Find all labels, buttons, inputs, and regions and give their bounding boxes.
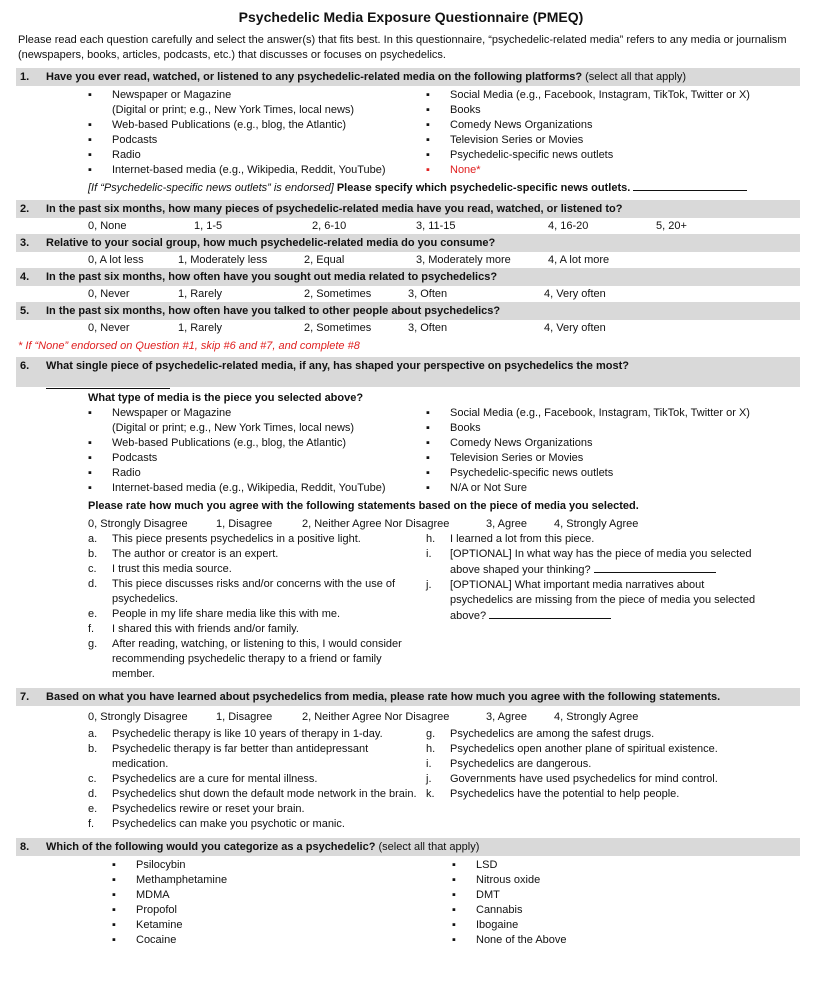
item-letter: b. [88, 743, 98, 755]
q7-statement[interactable] [426, 787, 766, 802]
q8-option-methamphetamine[interactable]: ▪ Methamphetamine [112, 873, 452, 888]
q7-statements [0, 727, 822, 832]
item-letter: i. [426, 758, 432, 770]
q6-statement[interactable] [88, 637, 412, 682]
q7-statement[interactable] [88, 772, 426, 787]
q6-statement[interactable] [426, 547, 770, 578]
q8-option-cannabis[interactable]: ▪ Cannabis [452, 903, 567, 918]
item-text: After reading, watching, or listening to this, I would consider recommending psychedelic therapy to a friend or family member. [112, 638, 402, 680]
item-text: I shared this with friends and/or family. [112, 623, 299, 635]
question-1-text: Have you ever read, watched, or listened to any psychedelic-related media on the following platforms? [46, 71, 583, 83]
q6-scale-option[interactable]: 4, Strongly Agree [554, 518, 639, 530]
q1-followup-answer-line[interactable] [633, 180, 747, 191]
q7-statement[interactable] [426, 772, 766, 787]
item-text: People in my life share media like this with me. [112, 608, 341, 620]
question-5-header [16, 302, 800, 320]
q6-statement[interactable] [426, 578, 770, 624]
q8-options [0, 858, 822, 948]
q5-options [0, 320, 822, 336]
q4-option[interactable]: 2, Sometimes [304, 288, 372, 300]
item-text: [OPTIONAL] What important media narratives about psychedelics are missing from the piece of media you selected above? [450, 579, 756, 622]
q1-option-newspaper[interactable]: ▪ Newspaper or Magazine [88, 88, 426, 103]
item-letter: g. [88, 638, 98, 650]
item-text: I learned a lot from this piece. [450, 533, 595, 545]
q7-statement[interactable] [88, 727, 426, 742]
q4-options [0, 286, 822, 302]
q4-option[interactable]: 1, Rarely [178, 288, 223, 300]
page-title: Psychedelic Media Exposure Questionnaire (PMEQ) [238, 9, 584, 25]
q7-scale-option[interactable]: 2, Neither Agree Nor Disagree [302, 711, 450, 723]
item-text: Governments have used psychedelics for mind control. [450, 773, 718, 785]
q1-option-social-media[interactable]: ▪ Social Media (e.g., Facebook, Instagram, TikTok, Twitter or X) [426, 88, 750, 103]
q1-option-none[interactable]: ▪ None* [426, 163, 750, 178]
q6-option-radio[interactable]: ▪ Radio [88, 466, 426, 481]
q7-statement[interactable] [88, 802, 426, 817]
item-letter: e. [88, 803, 98, 815]
q1-followup-text: Please specify which psychedelic-specific news outlets. [336, 182, 631, 194]
q8-option-none-of-above[interactable]: ▪ None of the Above [452, 933, 567, 948]
q6-option-books[interactable]: ▪ Books [426, 421, 750, 436]
q6-statements [0, 532, 822, 682]
q8-option-cocaine[interactable]: ▪ Cocaine [112, 933, 452, 948]
q8-option-ibogaine[interactable]: ▪ Ibogaine [452, 918, 567, 933]
q8-option-psilocybin[interactable]: ▪ Psilocybin [112, 858, 452, 873]
item-letter: c. [88, 773, 97, 785]
q5-option[interactable]: 4, Very often [544, 322, 606, 334]
question-5-text: In the past six months, how often have you talked to other people about psychedelics? [46, 305, 501, 317]
item-letter: f. [88, 623, 95, 635]
item-letter: j. [426, 773, 432, 785]
item-letter: h. [426, 533, 436, 545]
question-number: 5. [20, 305, 30, 317]
q6-statement[interactable] [88, 622, 426, 637]
q6-i-answer-line[interactable] [594, 562, 716, 573]
question-7-header [16, 688, 800, 706]
question-1-header [16, 68, 800, 86]
q8-option-dmt[interactable]: ▪ DMT [452, 888, 567, 903]
question-8-header [16, 838, 800, 856]
q6-statement[interactable] [88, 547, 426, 562]
q5-option[interactable]: 1, Rarely [178, 322, 223, 334]
q7-statement[interactable] [88, 742, 422, 772]
question-number: 2. [20, 203, 30, 215]
question-6-text: What single piece of psychedelic-related media, if any, has shaped your perspective on psychedelics the most? [46, 360, 629, 372]
question-1-suffix: (select all that apply) [585, 71, 687, 83]
q7-scale-option[interactable]: 1, Disagree [216, 711, 273, 723]
q7-statement[interactable] [426, 757, 766, 772]
q6-option-tv-movies[interactable]: ▪ Television Series or Movies [426, 451, 750, 466]
q6-option-internet-media[interactable]: ▪ Internet-based media (e.g., Wikipedia, Reddit, YouTube) [88, 481, 426, 496]
q6-option-web-publications[interactable]: ▪ Web-based Publications (e.g., blog, the Atlantic) [88, 436, 426, 451]
item-letter: h. [426, 743, 436, 755]
question-number: 4. [20, 271, 30, 283]
item-text: This piece presents psychedelics in a positive light. [112, 533, 361, 545]
q4-option[interactable]: 3, Often [408, 288, 448, 300]
intro-text: Please read each question carefully and select the answer(s) that fits best. In this questionnaire, “psychedelic-related media” refers to any media or journalism (newspapers, books, articles, podcasts, etc.) that discusses or focuses on psychedelics. [18, 34, 787, 61]
q1-option-books[interactable]: ▪ Books [426, 103, 750, 118]
item-letter: j. [426, 579, 432, 591]
q6-j-answer-line[interactable] [489, 608, 611, 619]
q1-followup-condition: [If “Psychedelic-specific news outlets” is endorsed] [88, 182, 334, 194]
q8-option-lsd[interactable]: ▪ LSD [452, 858, 567, 873]
question-4-header [16, 268, 800, 286]
item-text: This piece discusses risks and/or concerns with the use of psychedelics. [112, 578, 396, 605]
item-letter: k. [426, 788, 435, 800]
item-text: Psychedelic therapy is far better than antidepressant medication. [112, 743, 369, 770]
item-letter: d. [88, 788, 98, 800]
item-letter: c. [88, 563, 97, 575]
q1-followup [0, 180, 822, 196]
q2-option[interactable]: 1, 1-5 [194, 220, 223, 232]
q7-statement[interactable] [426, 727, 766, 742]
skip-instruction: * If “None” endorsed on Question #1, skip #6 and #7, and complete #8 [18, 340, 360, 352]
item-letter: d. [88, 578, 98, 590]
item-text: [OPTIONAL] In what way has the piece of media you selected above shaped your thinking? [450, 548, 752, 576]
q6-scale-option[interactable]: 2, Neither Agree Nor Disagree [302, 518, 450, 530]
q6-option-not-sure[interactable]: ▪ N/A or Not Sure [426, 481, 750, 496]
q7-scale-option[interactable]: 0, Strongly Disagree [88, 711, 188, 723]
q2-option[interactable]: 3, 11-15 [416, 220, 456, 232]
question-8-text: Which of the following would you categorize as a psychedelic? [46, 841, 376, 853]
item-letter: a. [88, 533, 98, 545]
q5-option[interactable]: 0, Never [88, 322, 130, 334]
q5-option[interactable]: 3, Often [408, 322, 448, 334]
q6-type-options [0, 406, 822, 496]
question-number: 8. [20, 841, 30, 853]
q5-option[interactable]: 2, Sometimes [304, 322, 372, 334]
q8-option-propofol[interactable]: ▪ Propofol [112, 903, 452, 918]
item-text: Psychedelics are among the safest drugs. [450, 728, 655, 740]
question-4-text: In the past six months, how often have you sought out media related to psychedelics? [46, 271, 498, 283]
q6-statement[interactable] [426, 532, 766, 547]
q6-option-social-media[interactable]: ▪ Social Media (e.g., Facebook, Instagram, TikTok, Twitter or X) [426, 406, 750, 421]
question-number: 6. [20, 360, 30, 372]
q6-scale [0, 516, 822, 532]
question-2-text: In the past six months, how many pieces of psychedelic-related media have you read, watched, or listened to? [46, 203, 623, 215]
q7-statement[interactable] [88, 817, 426, 832]
q6-option-newspaper[interactable]: ▪ Newspaper or Magazine [88, 406, 426, 421]
q6-statement[interactable] [88, 532, 426, 547]
q3-option[interactable]: 4, A lot more [548, 254, 610, 266]
q6-answer-line[interactable] [46, 382, 170, 389]
q6-type-heading: What type of media is the piece you selected above? [88, 392, 364, 404]
q4-option[interactable]: 4, Very often [544, 288, 606, 300]
q7-scale [0, 709, 822, 725]
question-7-text: Based on what you have learned about psychedelics from media, please rate how much you agree with the following statements. [46, 691, 721, 703]
q1-option-tv-movies[interactable]: ▪ Television Series or Movies [426, 133, 750, 148]
q3-options [0, 252, 822, 268]
item-letter: f. [88, 818, 95, 830]
q1-option-comedy-news[interactable]: ▪ Comedy News Organizations [426, 118, 750, 133]
item-letter: g. [426, 728, 436, 740]
q2-option[interactable]: 0, None [88, 220, 127, 232]
question-number: 3. [20, 237, 30, 249]
q3-option[interactable]: 0, A lot less [88, 254, 144, 266]
q3-option[interactable]: 1, Moderately less [178, 254, 268, 266]
q8-option-mdma[interactable]: ▪ MDMA [112, 888, 452, 903]
q8-option-ketamine[interactable]: ▪ Ketamine [112, 918, 452, 933]
q1-option-internet-media[interactable]: ▪ Internet-based media (e.g., Wikipedia, Reddit, YouTube) [88, 163, 426, 178]
item-text: Psychedelics are a cure for mental illness. [112, 773, 318, 785]
item-text: Psychedelics have the potential to help people. [450, 788, 680, 800]
q7-statement[interactable] [426, 742, 766, 757]
item-letter: i. [426, 548, 432, 560]
q6-scale-option[interactable]: 1, Disagree [216, 518, 273, 530]
q3-option[interactable]: 2, Equal [304, 254, 345, 266]
q7-scale-option[interactable]: 3, Agree [486, 711, 527, 723]
q1-options [0, 88, 822, 178]
q2-option[interactable]: 2, 6-10 [312, 220, 347, 232]
item-text: Psychedelics rewire or reset your brain. [112, 803, 305, 815]
q1-option-psychedelic-outlets[interactable]: ▪ Psychedelic-specific news outlets [426, 148, 750, 163]
q6-option-newspaper-detail: (Digital or print; e.g., New York Times, local news) [112, 422, 355, 434]
q6-scale-option[interactable]: 0, Strongly Disagree [88, 518, 188, 530]
q4-option[interactable]: 0, Never [88, 288, 130, 300]
q7-statement[interactable] [88, 787, 422, 802]
item-text: I trust this media source. [112, 563, 232, 575]
q6-rate-heading: Please rate how much you agree with the following statements based on the piece of media you selected. [88, 500, 639, 512]
q6-option-psychedelic-outlets[interactable]: ▪ Psychedelic-specific news outlets [426, 466, 750, 481]
q1-option-newspaper-detail: (Digital or print; e.g., New York Times, local news) [112, 104, 355, 116]
q2-option[interactable]: 4, 16-20 [548, 220, 589, 232]
item-letter: e. [88, 608, 98, 620]
item-letter: a. [88, 728, 98, 740]
q6-statement[interactable] [88, 562, 426, 577]
question-2-header [16, 200, 800, 218]
item-text: Psychedelics can make you psychotic or manic. [112, 818, 345, 830]
q6-option-podcasts[interactable]: ▪ Podcasts [88, 451, 426, 466]
q2-options [0, 218, 822, 234]
question-number: 7. [20, 691, 30, 703]
item-text: Psychedelics are dangerous. [450, 758, 592, 770]
item-text: Psychedelic therapy is like 10 years of therapy in 1-day. [112, 728, 383, 740]
question-8-suffix: (select all that apply) [378, 841, 480, 853]
item-text: The author or creator is an expert. [112, 548, 279, 560]
question-number: 1. [20, 71, 30, 83]
q8-option-nitrous-oxide[interactable]: ▪ Nitrous oxide [452, 873, 567, 888]
q6-statement[interactable] [88, 577, 412, 607]
q7-scale-option[interactable]: 4, Strongly Agree [554, 711, 639, 723]
q1-option-radio[interactable]: ▪ Radio [88, 148, 426, 163]
q1-option-web-publications[interactable]: ▪ Web-based Publications (e.g., blog, the Atlantic) [88, 118, 426, 133]
q6-option-comedy-news[interactable]: ▪ Comedy News Organizations [426, 436, 750, 451]
question-3-text: Relative to your social group, how much psychedelic-related media do you consume? [46, 237, 496, 249]
q3-option[interactable]: 3, Moderately more [416, 254, 511, 266]
item-text: Psychedelics shut down the default mode network in the brain. [112, 788, 417, 800]
question-3-header [16, 234, 800, 252]
q2-option[interactable]: 5, 20+ [656, 220, 687, 232]
item-text: Psychedelics open another plane of spiritual existence. [450, 743, 718, 755]
q6-statement[interactable] [88, 607, 426, 622]
q1-option-podcasts[interactable]: ▪ Podcasts [88, 133, 426, 148]
item-letter: b. [88, 548, 98, 560]
q6-scale-option[interactable]: 3, Agree [486, 518, 527, 530]
